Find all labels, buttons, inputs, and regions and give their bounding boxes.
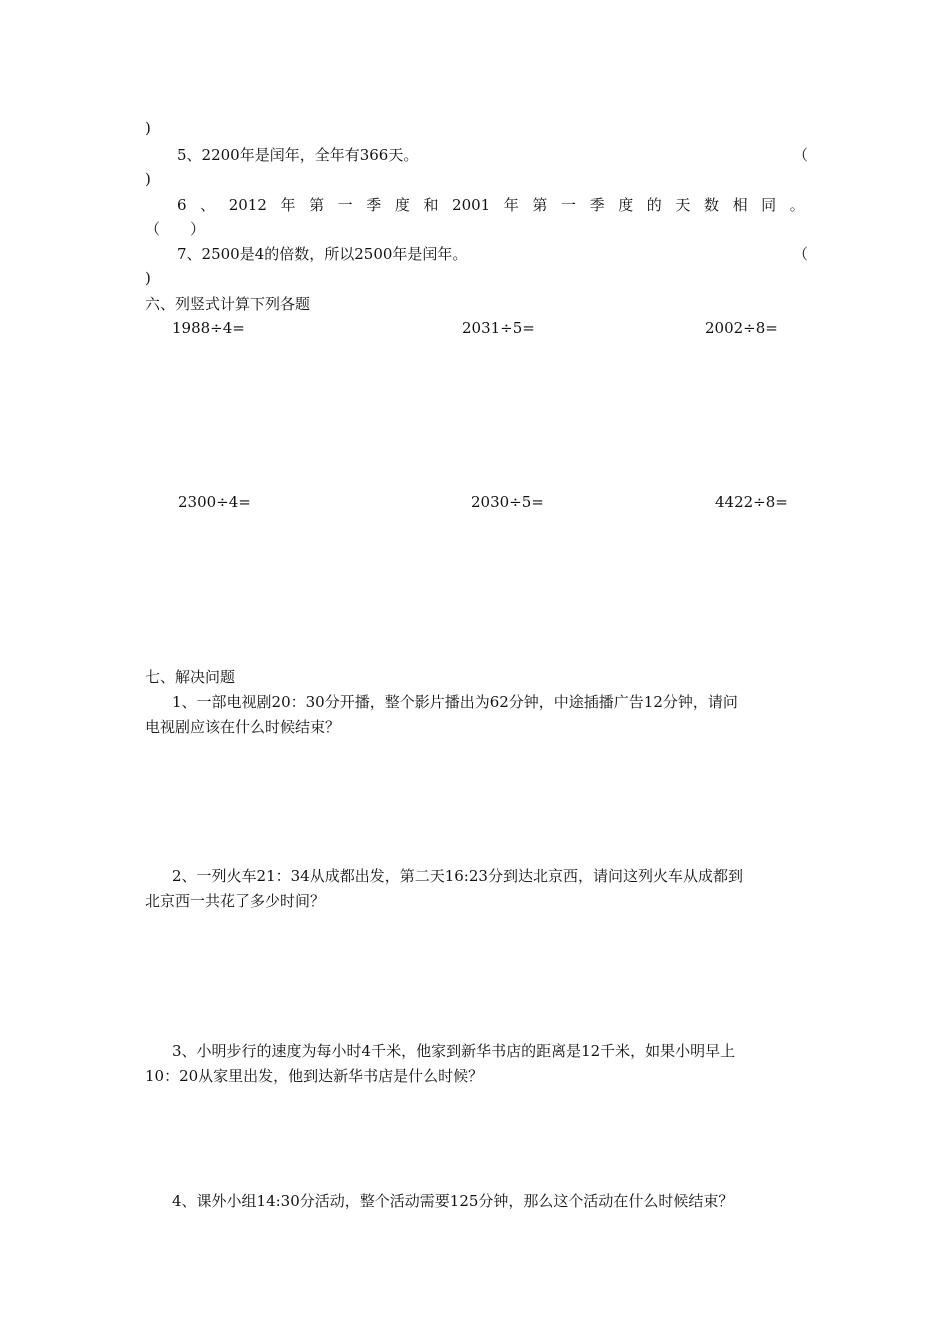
judgement-item-6-token: 度 [618, 196, 634, 214]
word-problem-2-line-1: 2、一列火车21：34从成都出发，第二天16:23分到达北京西，请问这列火车从成都到 [172, 867, 743, 885]
judgement-item-6-token: 6 [177, 196, 187, 214]
word-problem-2-line-2: 北京西一共花了多少时间？ [145, 892, 326, 910]
judgement-item-7-open-bracket: （ [793, 245, 809, 263]
section-7-heading: 七、解决问题 [145, 668, 236, 686]
word-problem-4-line-1: 4、课外小组14:30分活动，整个活动需要125分钟，那么这个活动在什么时候结束？ [172, 1192, 734, 1210]
calc-problem-2: 2031÷5= [462, 319, 535, 337]
judgement-item-6-token: 季 [366, 196, 382, 214]
calc-problem-6: 4422÷8= [715, 493, 788, 511]
judgement-item-7-close-bracket: ) [145, 269, 151, 287]
judgement-item-6-token: 、 [200, 196, 216, 214]
word-problem-1-line-1: 1、一部电视剧20：30分开播，整个影片播出为62分钟，中途插播广告12分钟，请问 [172, 693, 738, 711]
judgement-item-6-token: 第 [532, 196, 548, 214]
judgement-item-6-text [177, 195, 805, 215]
judgement-item-6-token: 相 [732, 196, 748, 214]
judgement-item-6-token: 季 [589, 196, 605, 214]
judgement-item-6-token: 数 [703, 196, 719, 214]
prev-item-close-bracket: ) [145, 119, 151, 137]
calc-problem-5: 2030÷5= [471, 493, 544, 511]
judgement-item-6-token: 同 [761, 196, 777, 214]
calc-problem-1: 1988÷4= [172, 319, 245, 337]
word-problem-3-line-1: 3、小明步行的速度为每小时4千米，他家到新华书店的距离是12千米，如果小明早上 [172, 1042, 736, 1060]
judgement-item-6-token: 天 [675, 196, 691, 214]
word-problem-1-line-2: 电视剧应该在什么时候结束？ [145, 718, 341, 736]
judgement-item-6-token: 和 [423, 196, 439, 214]
judgement-item-6-token: 年 [280, 196, 296, 214]
calc-problem-3: 2002÷8= [705, 319, 778, 337]
judgement-item-6-bracket: （ ） [145, 220, 206, 238]
section-6-heading: 六、列竖式计算下列各题 [145, 295, 311, 313]
judgement-item-5-text: 5、2200年是闰年，全年有366天。 [177, 146, 419, 164]
judgement-item-6-token: 度 [394, 196, 410, 214]
judgement-item-5-open-bracket: （ [793, 146, 809, 164]
judgement-item-7-text: 7、2500是4的倍数，所以2500年是闰年。 [177, 245, 468, 263]
judgement-item-5-close-bracket: ) [145, 170, 151, 188]
judgement-item-6-token: 的 [646, 196, 662, 214]
judgement-item-6-token: 2001 [452, 196, 491, 214]
judgement-item-6-token: 第 [309, 196, 325, 214]
judgement-item-6-token: 。 [789, 196, 805, 214]
judgement-item-6-token: 一 [337, 196, 353, 214]
judgement-item-6-token: 2012 [228, 196, 267, 214]
judgement-item-6-token: 年 [503, 196, 519, 214]
word-problem-3-line-2: 10：20从家里出发，他到达新华书店是什么时候？ [145, 1067, 484, 1085]
calc-problem-4: 2300÷4= [178, 493, 251, 511]
judgement-item-6-token: 一 [561, 196, 577, 214]
